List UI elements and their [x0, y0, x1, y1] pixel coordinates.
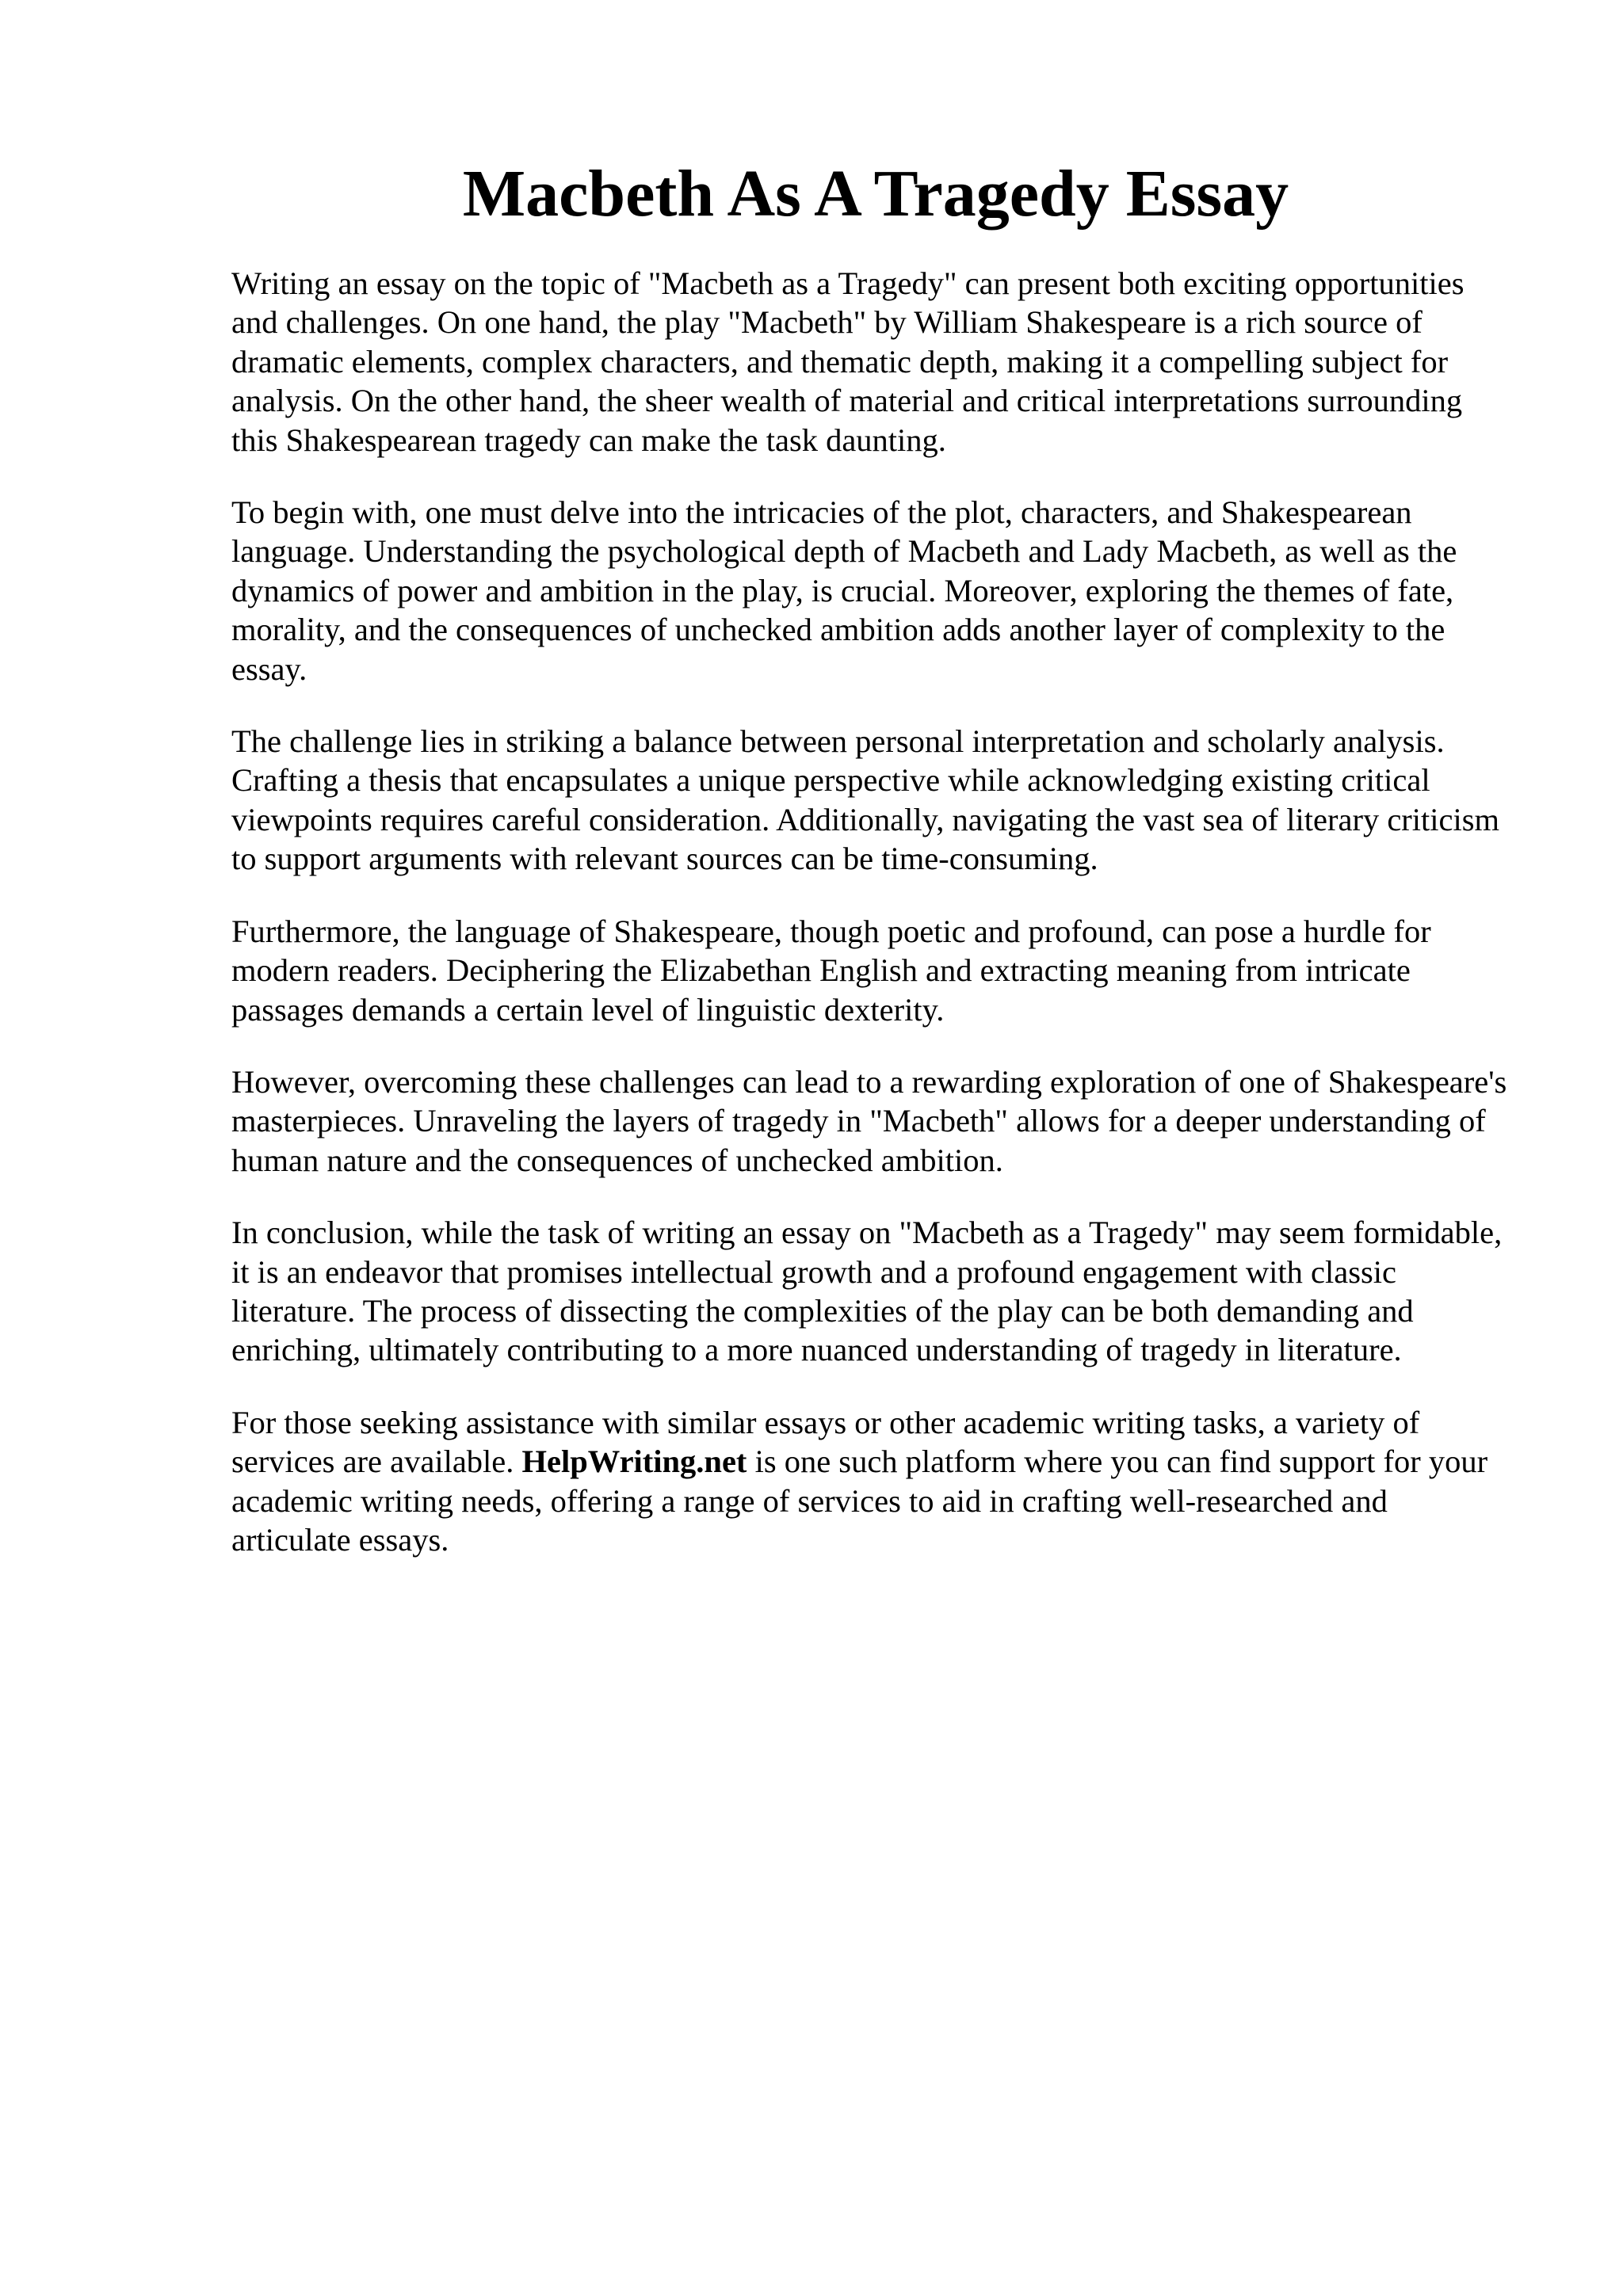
page-title: Macbeth As A Tragedy Essay	[462, 157, 1289, 231]
paragraph-6: In conclusion, while the task of writing an essay on "Macbeth as a Tragedy" may seem formidable, it is an endeavor that promises intellectual growth and a profound engagement with classic literature. The process of dissecting the complexities of the play can be both demanding and enriching, ultimately contributing to a more nuanced understanding of tragedy in literature.	[231, 1215, 1503, 1368]
paragraph-3: The challenge lies in striking a balance between personal interpretation and scholarly analysis. Crafting a thesis that encapsulates a unique perspective while acknowledging existing critical viewpoints requires careful consideration. Additionally, navigating the vast sea of literary criticism to support arguments with relevant sources can be time-consuming.	[231, 723, 1500, 877]
paragraph-4: Furthermore, the language of Shakespeare, though poetic and profound, can pose a hurdle for modern readers. Deciphering the Elizabethan English and extracting meaning from intricate passages demands a certain level of linguistic dexterity.	[231, 913, 1431, 1028]
paragraph-5: However, overcoming these challenges can lead to a rewarding exploration of one of Shakespeare's masterpieces. Unraveling the layers of tragedy in "Macbeth" allows for a deeper understanding of human nature and the consequences of unchecked ambition.	[231, 1063, 1507, 1178]
essay-body	[231, 264, 1509, 1559]
paragraph-1: Writing an essay on the topic of "Macbeth as a Tragedy" can present both exciting opportunities and challenges. On one hand, the play "Macbeth" by William Shakespeare is a rich source of dramatic elements, complex characters, and thematic depth, making it a compelling subject for analysis. On the other hand, the sheer wealth of material and critical interpretations surrounding this Shakespearean tragedy can make the task daunting.	[231, 265, 1465, 458]
closing-paragraph	[231, 1403, 1509, 1560]
closing-text-before: For those seeking assistance with similar essays or other academic writing tasks, a variety of services are available.	[231, 1404, 1420, 1480]
paragraph-2: To begin with, one must delve into the intricacies of the plot, characters, and Shakespearean language. Understanding the psychological depth of Macbeth and Lady Macbeth, as well as the dynamics of power and ambition in the play, is crucial. Moreover, exploring the themes of fate, morality, and the consequences of unchecked ambition adds another layer of complexity to the essay.	[231, 494, 1457, 687]
closing-text-after: is one such platform where you can find support for your academic writing needs, offering a range of services to aid in crafting well-researched and articulate essays.	[231, 1444, 1488, 1558]
brand-name: HelpWriting.net	[521, 1444, 747, 1480]
